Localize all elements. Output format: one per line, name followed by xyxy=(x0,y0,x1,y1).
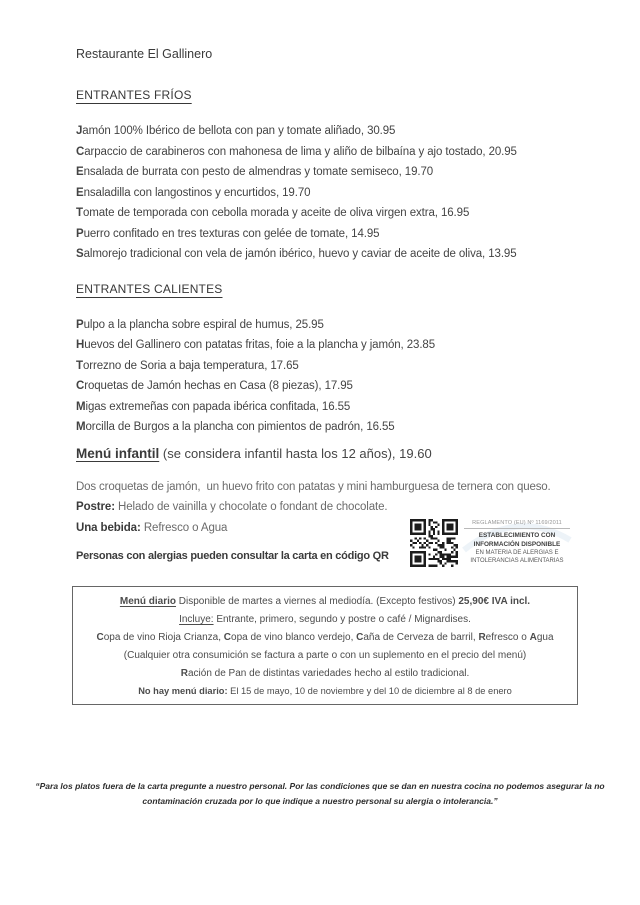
dish-price: 25.95 xyxy=(295,318,324,331)
drink-separator: o xyxy=(518,632,530,643)
dish-separator: , xyxy=(434,207,441,219)
menu-item xyxy=(76,417,584,438)
dish-price: 23.85 xyxy=(406,339,436,351)
daily-menu-line-note: (Cualquier otra consumición se factura a parte o con un suplemento en el precio del menú) xyxy=(123,650,527,661)
allergen-line-4: INTOLERANCIAS ALIMENTARIAS xyxy=(470,558,564,564)
dish-name: Ensalada de burrata con pesto de almendras y tomate semiseco xyxy=(76,166,399,178)
allergen-info-text xyxy=(464,520,570,565)
dish-name: Salmorejo tradicional con vela de jamón ibérico, huevo y caviar de aceite de oliva xyxy=(76,248,483,260)
dish-separator: , xyxy=(318,380,325,392)
menu-item-list-calientes xyxy=(76,315,584,438)
dish-price: 19.70 xyxy=(404,166,434,178)
daily-menu-line-exclusions xyxy=(83,685,567,698)
daily-menu-box xyxy=(72,586,578,705)
drink-option: Agua xyxy=(529,632,554,643)
dish-name: Jamón 100% Ibérico de bellota con pan y tomate aliñado xyxy=(76,125,361,137)
dish-name: Puerro confitado en tres texturas con gelée de tomate xyxy=(76,227,345,240)
regulation-reference: REGLAMENTO (EU) Nº 1169/2011 xyxy=(464,520,570,529)
menu-item xyxy=(76,142,584,163)
menu-item xyxy=(76,356,584,377)
daily-menu-line-includes xyxy=(83,613,567,626)
allergen-qr-block xyxy=(410,519,570,567)
kids-menu-title: Menú infantil xyxy=(76,445,160,461)
kids-menu-heading-rest: (se considera infantil hasta los 12 años), 19.60 xyxy=(159,445,432,461)
section-heading-entrantes-frios: ENTRANTES FRÍOS xyxy=(76,88,192,102)
dish-separator: , xyxy=(482,248,489,260)
dish-name: Pulpo a la plancha sobre espiral de humus xyxy=(76,318,290,331)
dish-separator: , xyxy=(264,359,271,372)
daily-menu-price: 25,90€ IVA incl. xyxy=(458,596,531,607)
menu-item xyxy=(76,244,584,265)
includes-text: Entrante, primero, segundo y postre o café / Mignardises. xyxy=(213,614,471,625)
allergen-line-2: INFORMACIÓN DISPONIBLE xyxy=(473,540,561,548)
dish-separator: , xyxy=(344,227,352,240)
dish-price: 14.95 xyxy=(351,227,380,240)
kids-menu-dessert xyxy=(76,497,584,518)
drink-text: Refresco o Agua xyxy=(140,521,228,534)
includes-label: Incluye: xyxy=(179,614,214,625)
dish-name: Torrezno de Soria a baja temperatura xyxy=(76,359,265,372)
menu-item xyxy=(76,335,584,356)
dish-name: Tomate de temporada con cebolla morada y aceite de oliva virgen extra xyxy=(76,207,435,219)
dish-separator: , xyxy=(289,318,296,331)
section-entrantes-calientes xyxy=(76,282,584,438)
menu-item xyxy=(76,162,584,183)
allergen-line-3: EN MATERIA DE ALERGIAS E xyxy=(475,550,559,556)
no-menu-text: El 15 de mayo, 10 de noviembre y del 10 de diciembre al 8 de enero xyxy=(227,686,512,696)
drink-label: Una bebida: xyxy=(76,521,141,534)
drink-option: Refresco xyxy=(478,632,519,643)
allergen-line-1: ESTABLECIMIENTO CON xyxy=(478,532,556,539)
dish-price: 17.65 xyxy=(270,359,299,372)
dish-name: Morcilla de Burgos a la plancha con pimientos de padrón xyxy=(76,421,361,433)
dessert-text: Helado de vainilla y chocolate o fondant de chocolate. xyxy=(114,501,388,513)
allergy-notice: Personas con alergias pueden consultar la carta en código QR xyxy=(76,550,389,562)
menu-item xyxy=(76,397,584,418)
kids-menu-heading xyxy=(76,445,584,462)
menu-item xyxy=(76,224,584,245)
dessert-label: Postre: xyxy=(76,501,115,513)
dish-price: 20.95 xyxy=(488,145,517,158)
menu-item xyxy=(76,203,584,224)
dish-name: Croquetas de Jamón hechas en Casa (8 piezas) xyxy=(76,380,319,392)
daily-menu-line-bread: Ración de Pan de distintas variedades hecho al estilo tradicional. xyxy=(180,668,470,679)
drink-separator: , xyxy=(350,632,357,643)
dish-separator: , xyxy=(482,145,489,158)
qr-code-icon xyxy=(410,519,458,567)
dish-price: 16.55 xyxy=(366,421,395,433)
dish-price: 16.95 xyxy=(440,207,470,219)
daily-menu-availability: Disponible de martes a viernes al mediodía. (Excepto festivos) xyxy=(176,596,459,607)
menu-item xyxy=(76,376,584,397)
daily-menu-title: Menú diario xyxy=(119,596,177,607)
no-menu-label: No hay menú diario: xyxy=(138,686,228,696)
menu-item-list-frios xyxy=(76,121,584,265)
dish-separator: , xyxy=(275,186,283,199)
dish-price: 19.70 xyxy=(282,186,311,199)
dish-separator: , xyxy=(398,166,405,178)
menu-item xyxy=(76,183,584,204)
section-heading-entrantes-calientes: ENTRANTES CALIENTES xyxy=(76,281,223,296)
dish-name: Migas extremeñas con papada ibérica confitada xyxy=(76,400,316,413)
dish-name: Huevos del Gallinero con patatas fritas, foie a la plancha y jamón xyxy=(76,339,401,351)
daily-menu-line-drinks xyxy=(83,631,567,644)
daily-menu-line-availability xyxy=(83,595,567,608)
dish-name: Carpaccio de carabineros con mahonesa de lima y aliño de bilbaína y ajo tostado xyxy=(76,145,483,158)
drink-option: Copa de vino blanco verdejo xyxy=(223,632,351,643)
menu-item xyxy=(76,121,584,142)
kids-menu-section xyxy=(76,445,584,563)
drink-separator: , xyxy=(218,632,224,643)
section-entrantes-frios xyxy=(76,88,584,265)
menu-item xyxy=(76,315,584,336)
drink-separator: , xyxy=(472,632,479,643)
dish-name: Ensaladilla con langostinos y encurtidos xyxy=(76,186,276,199)
dish-price: 16.55 xyxy=(321,400,351,413)
dish-separator: , xyxy=(360,125,368,137)
drink-option: Caña de Cerveza de barril xyxy=(356,632,473,643)
dish-separator: , xyxy=(360,421,367,433)
kids-menu-description: Dos croquetas de jamón, un huevo frito con patatas y mini hamburguesa de ternera con queso. xyxy=(76,480,551,493)
drink-option: Copa de vino Rioja Crianza xyxy=(96,632,219,643)
footer-disclaimer: “Para los platos fuera de la carta pregunte a nuestro personal. Por las condiciones que se dan en nuestra cocina no podemos asegurar la no contaminación cruzada por lo que indique a nuestro personal su alergia o intolerancia.” xyxy=(35,781,605,806)
dish-price: 30.95 xyxy=(367,125,396,137)
dish-price: 13.95 xyxy=(488,248,517,260)
page-title: Restaurante El Gallinero xyxy=(76,47,213,61)
dish-separator: , xyxy=(315,400,322,413)
dish-separator: , xyxy=(400,339,407,351)
dish-price: 17.95 xyxy=(324,380,353,392)
